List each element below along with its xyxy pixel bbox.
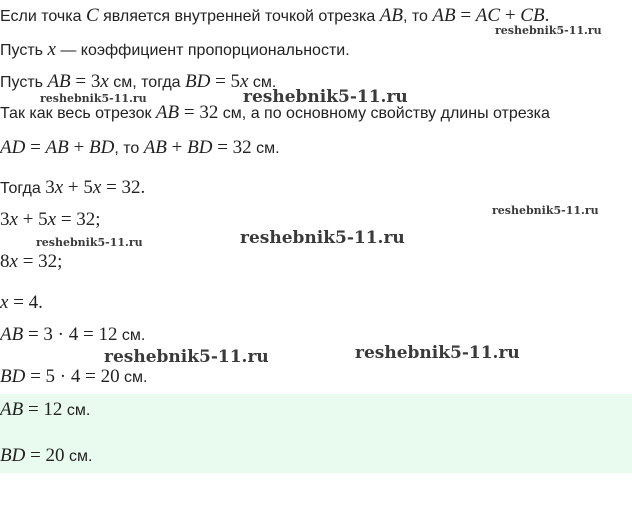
watermark: reshebnik5-11.ru [495,24,602,37]
watermark: reshebnik5-11.ru [355,343,520,363]
watermark: reshebnik5-11.ru [40,92,147,105]
whole-segment-line: Так как весь отрезок AB = 32 см, а по основному свойству длины отрезка [0,102,550,123]
answer-ab: AB = 12 см. [0,399,91,420]
watermark: reshebnik5-11.ru [36,236,143,249]
bd-calculation: BD = 5 · 4 = 20 см. [0,366,148,387]
answer-highlight-box [0,394,632,473]
segment-sum-line: AD = AB + BD, то AB + BD = 32 см. [0,137,280,158]
watermark: reshebnik5-11.ru [240,228,405,248]
equation-solution: x = 4. [0,292,43,313]
equation-step-1: 3x + 5x = 32; [0,209,101,230]
ab-calculation: AB = 3 · 4 = 12 см. [0,324,146,345]
theorem-line: Если точка C является внутренней точкой отрезка AB, то AB = AC + CB. [0,5,550,26]
equation-step-2: 8x = 32; [0,251,63,272]
watermark: reshebnik5-11.ru [243,87,408,107]
segments-definition-line: Пусть AB = 3x см, тогда BD = 5x см. [0,71,277,92]
equation-intro-line: Тогда 3x + 5x = 32. [0,177,146,198]
coefficient-line: Пусть x — коэффициент пропорциональности. [0,39,350,60]
answer-bd: BD = 20 см. [0,445,93,466]
watermark: reshebnik5-11.ru [104,347,269,367]
watermark: reshebnik5-11.ru [492,204,599,217]
